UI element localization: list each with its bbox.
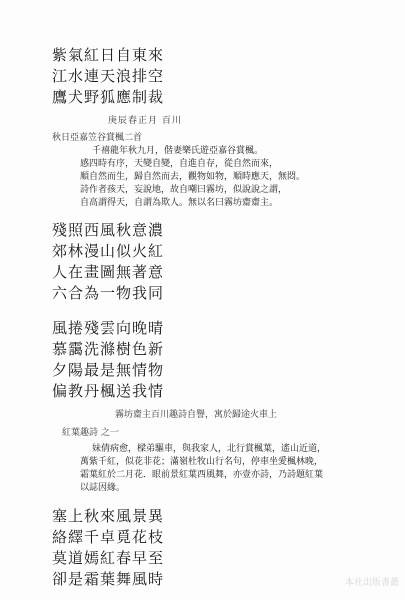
essay-line-1: 千禧龍年秋九月，偕妻樂氏遊亞嘉谷賞楓。: [92, 146, 264, 156]
essay2-line-2: 萬紫千紅，似花非花；滿嶺杜牧山行名句，停車坐愛楓林晚，: [80, 457, 324, 467]
essay-line-2: 感四時有序，天變自變，自進自存，從自然而來，: [80, 159, 279, 169]
poem3-line-3: 夕陽最是無情物: [52, 361, 165, 379]
poem3-line-4: 偏教丹楓送我情: [52, 382, 165, 400]
essay2-line-4: 以誌因緣。: [80, 483, 126, 493]
essay2-heading: 紅葉趣詩 之一: [62, 428, 119, 438]
poem4-line-3: 莫道嫣紅春早至: [52, 549, 165, 567]
poem2-line-1: 殘照西風秋意濃: [52, 221, 165, 239]
poem4-line-4: 卻是霜葉舞風時: [52, 570, 165, 588]
poem2-line-3: 人在畫圖無著意: [52, 263, 165, 281]
poem2-line-2: 郊林漫山似火紅: [52, 242, 165, 260]
poem1-line-2: 江水連天浪排空: [52, 67, 165, 85]
essay-line-3: 順自然而生，歸自然而去，觀物如物，順時應天，無悶。: [80, 172, 306, 182]
essay2-line-1: 妹倩病愈，樑弟驅車，與我家人，北行賞楓葉，遙山近道，: [92, 444, 327, 454]
poem2-line-4: 六合為一物我同: [52, 284, 165, 302]
essay-line-5: 自高謂得天，自謂為欺人。無以名曰霧坊齋齋主。: [80, 198, 279, 208]
poem3-caption: 霧坊齋主百川趣詩自譽，寓於歸途火車上: [115, 410, 278, 420]
poem1-line-1: 紫氣紅日自東來: [52, 46, 165, 64]
essay2-line-3: 霜葉紅於二月花．眼前景紅葉西風舞，亦壹亦詩，乃詩題紅葉: [80, 470, 324, 480]
essay-line-4: 詩作者孩天，妄說地，故自嘲曰霧坊，似說說之謂，: [80, 185, 288, 195]
poem3-line-1: 風捲殘雲向晚晴: [52, 319, 165, 337]
poem3-line-2: 慕靄洗滌樹色新: [52, 340, 165, 358]
poem1-signature: 庚辰春正月 百川: [108, 116, 182, 126]
poem1-line-3: 鷹犬野狐應制裁: [52, 88, 165, 106]
poem4-line-1: 塞上秋來風景異: [52, 507, 165, 525]
watermark-text: 本社出版書叢: [344, 578, 399, 588]
essay-heading: 秋日亞嘉笠谷賞楓二首: [52, 133, 143, 143]
poem4-line-2: 絡繹千卓覓花枝: [52, 528, 165, 546]
